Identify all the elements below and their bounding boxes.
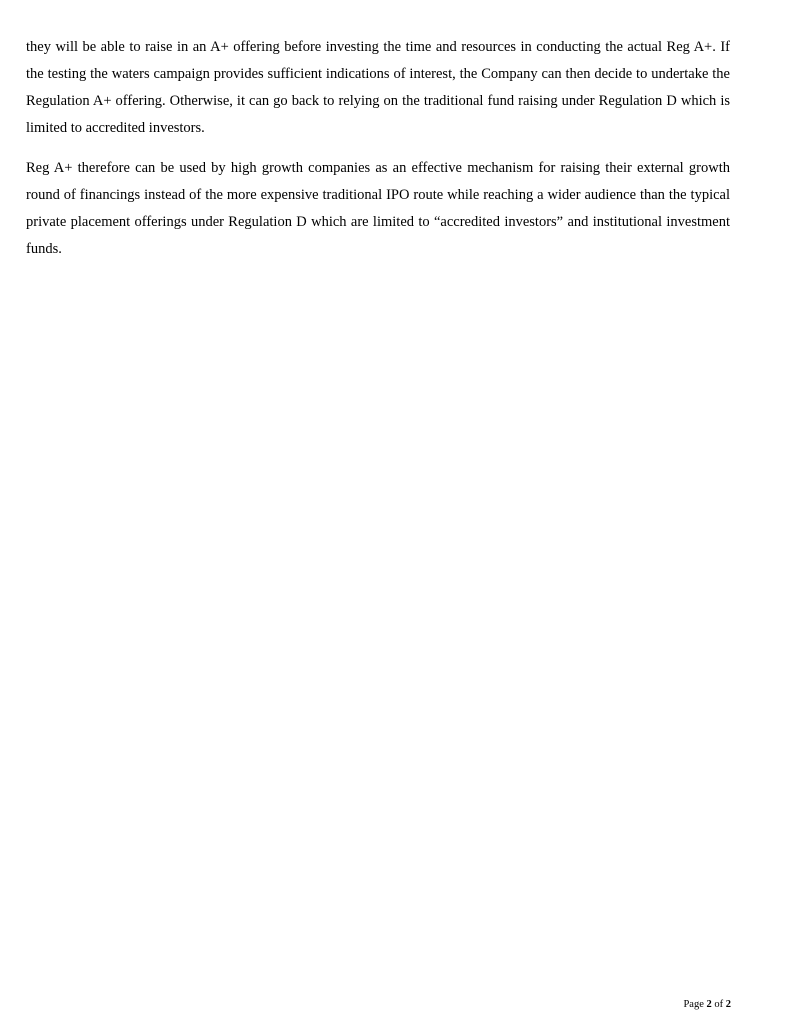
of-label: of (714, 999, 724, 1010)
current-page-number: 2 (706, 999, 712, 1010)
document-body (26, 34, 730, 276)
paragraph-2: Reg A+ therefore can be used by high growth companies as an effective mechanism for raising their external growth round of financings instead of the more expensive traditional IPO route while reaching a wider audience than the typical private placement offerings under Regulation D which are limited to “accredited investors” and institutional investment funds. (26, 160, 730, 257)
page-label: Page (683, 999, 704, 1010)
paragraph-1: they will be able to raise in an A+ offering before investing the time and resources in conducting the actual Reg A+. If the testing the waters campaign provides sufficient indications of interest, the Company can then decide to undertake the Regulation A+ offering. Otherwise, it can go back to relying on the traditional fund raising under Regulation D which is limited to accredited investors. (26, 39, 730, 136)
total-pages-number: 2 (725, 999, 731, 1010)
page-footer (683, 998, 731, 1012)
